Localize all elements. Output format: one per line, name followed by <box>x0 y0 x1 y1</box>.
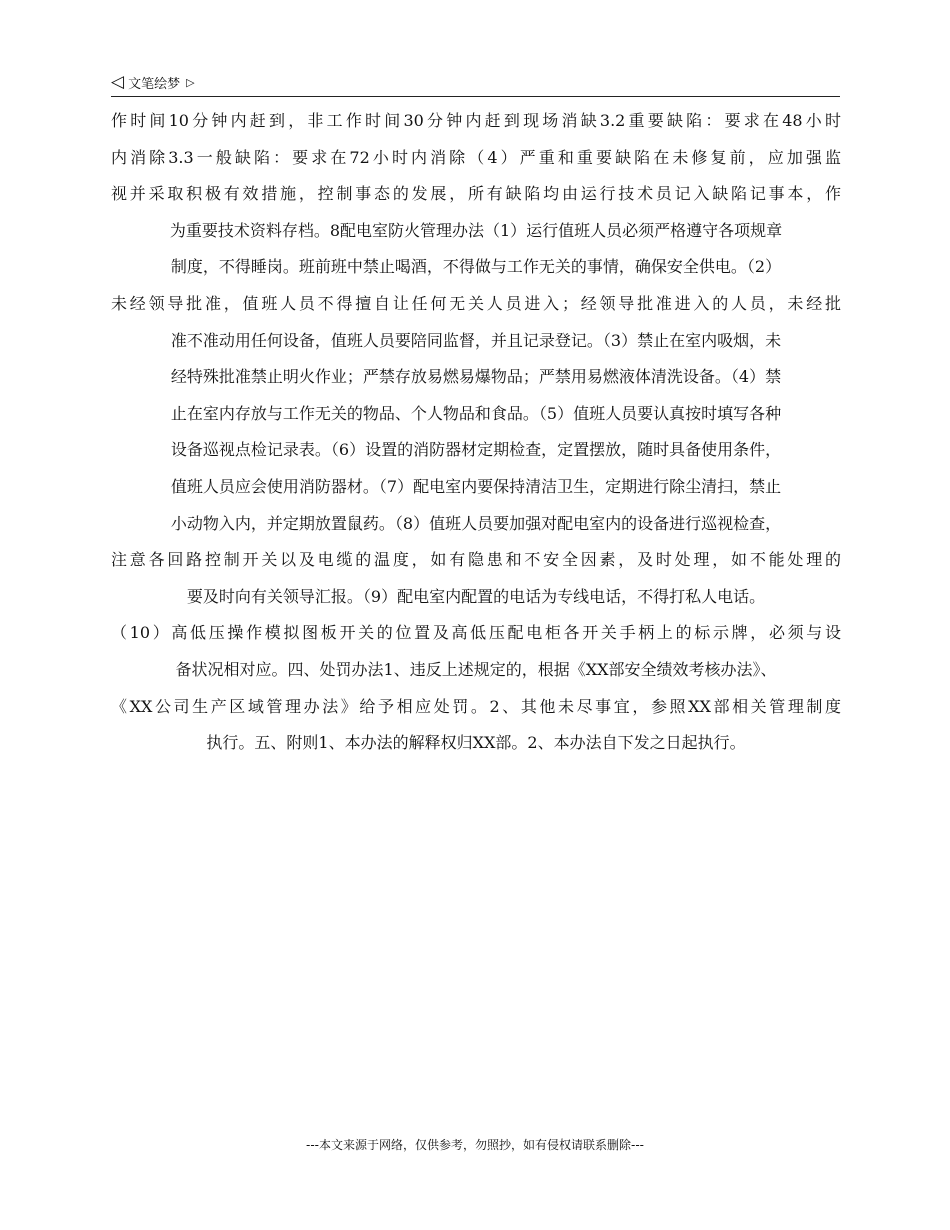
disclaimer-footer: ---本文来源于网络，仅供参考，勿照抄，如有侵权请联系删除--- <box>306 1138 644 1152</box>
body-line: 视并采取积极有效措施，控制事态的发展，所有缺陷均由运行技术员记入缺陷记事本，作 <box>111 184 841 204</box>
body-line: 《XX公司生产区域管理办法》给予相应处罚。2、其他未尽事宜，参照XX部相关管理制度 <box>111 696 841 716</box>
body-line: 设备巡视点检记录表。（6）设置的消防器材定期检查，定置摆放，随时具备使用条件， <box>170 440 782 460</box>
body-line: 小动物入内，并定期放置鼠药。（8）值班人员要加强对配电室内的设备进行巡视检查， <box>170 513 782 533</box>
right-triangle-icon: ▷ <box>186 76 195 89</box>
left-triangle-icon: ◁ <box>111 72 125 92</box>
body-line: 止在室内存放与工作无关的物品、个人物品和食品。（5）值班人员要认真按时填写各种 <box>170 403 782 423</box>
brand-mark <box>111 73 195 92</box>
body-line: 制度，不得睡岗。班前班中禁止喝酒，不得做与工作无关的事情，确保安全供电。（2） <box>170 257 782 277</box>
brand-name: 文笔绘梦 <box>128 77 181 92</box>
body-line: 备状况相对应。四、处罚办法1、违反上述规定的，根据《XX部安全绩效考核办法》、 <box>175 659 777 679</box>
body-line: 内消除3.3一般缺陷：要求在72小时内消除（4）严重和重要缺陷在未修复前，应加强监 <box>111 147 841 167</box>
body-line: 经特殊批准禁止明火作业；严禁存放易燃易爆物品；严禁用易燃液体清洗设备。（4）禁 <box>170 367 782 387</box>
body-line: 作时间10分钟内赶到，非工作时间30分钟内赶到现场消缺3.2重要缺陷：要求在48小时 <box>111 111 841 130</box>
document-body <box>111 103 841 762</box>
body-line: 未经领导批准，值班人员不得擅自让任何无关人员进入；经领导批准进入的人员，未经批 <box>111 293 841 313</box>
body-line: 注意各回路控制开关以及电缆的温度，如有隐患和不安全因素，及时处理，如不能处理的 <box>111 550 841 570</box>
page-header <box>111 70 840 97</box>
body-line: 为重要技术资料存档。8配电室防火管理办法（1）运行值班人员必须严格遵守各项规章 <box>169 220 783 240</box>
body-line: 执行。五、附则1、本办法的解释权归XX部。2、本办法自下发之日起执行。 <box>206 733 746 753</box>
body-line: 准不准动用任何设备，值班人员要陪同监督，并且记录登记。（3）禁止在室内吸烟，未 <box>170 330 782 350</box>
body-line: 值班人员应会使用消防器材。（7）配电室内要保持清洁卫生，定期进行除尘清扫，禁止 <box>170 476 782 496</box>
body-line: （10）高低压操作模拟图板开关的位置及高低压配电柜各开关手柄上的标示牌，必须与设 <box>111 623 841 643</box>
body-line: 要及时向有关领导汇报。（9）配电室内配置的电话为专线电话，不得打私人电话。 <box>186 586 766 606</box>
